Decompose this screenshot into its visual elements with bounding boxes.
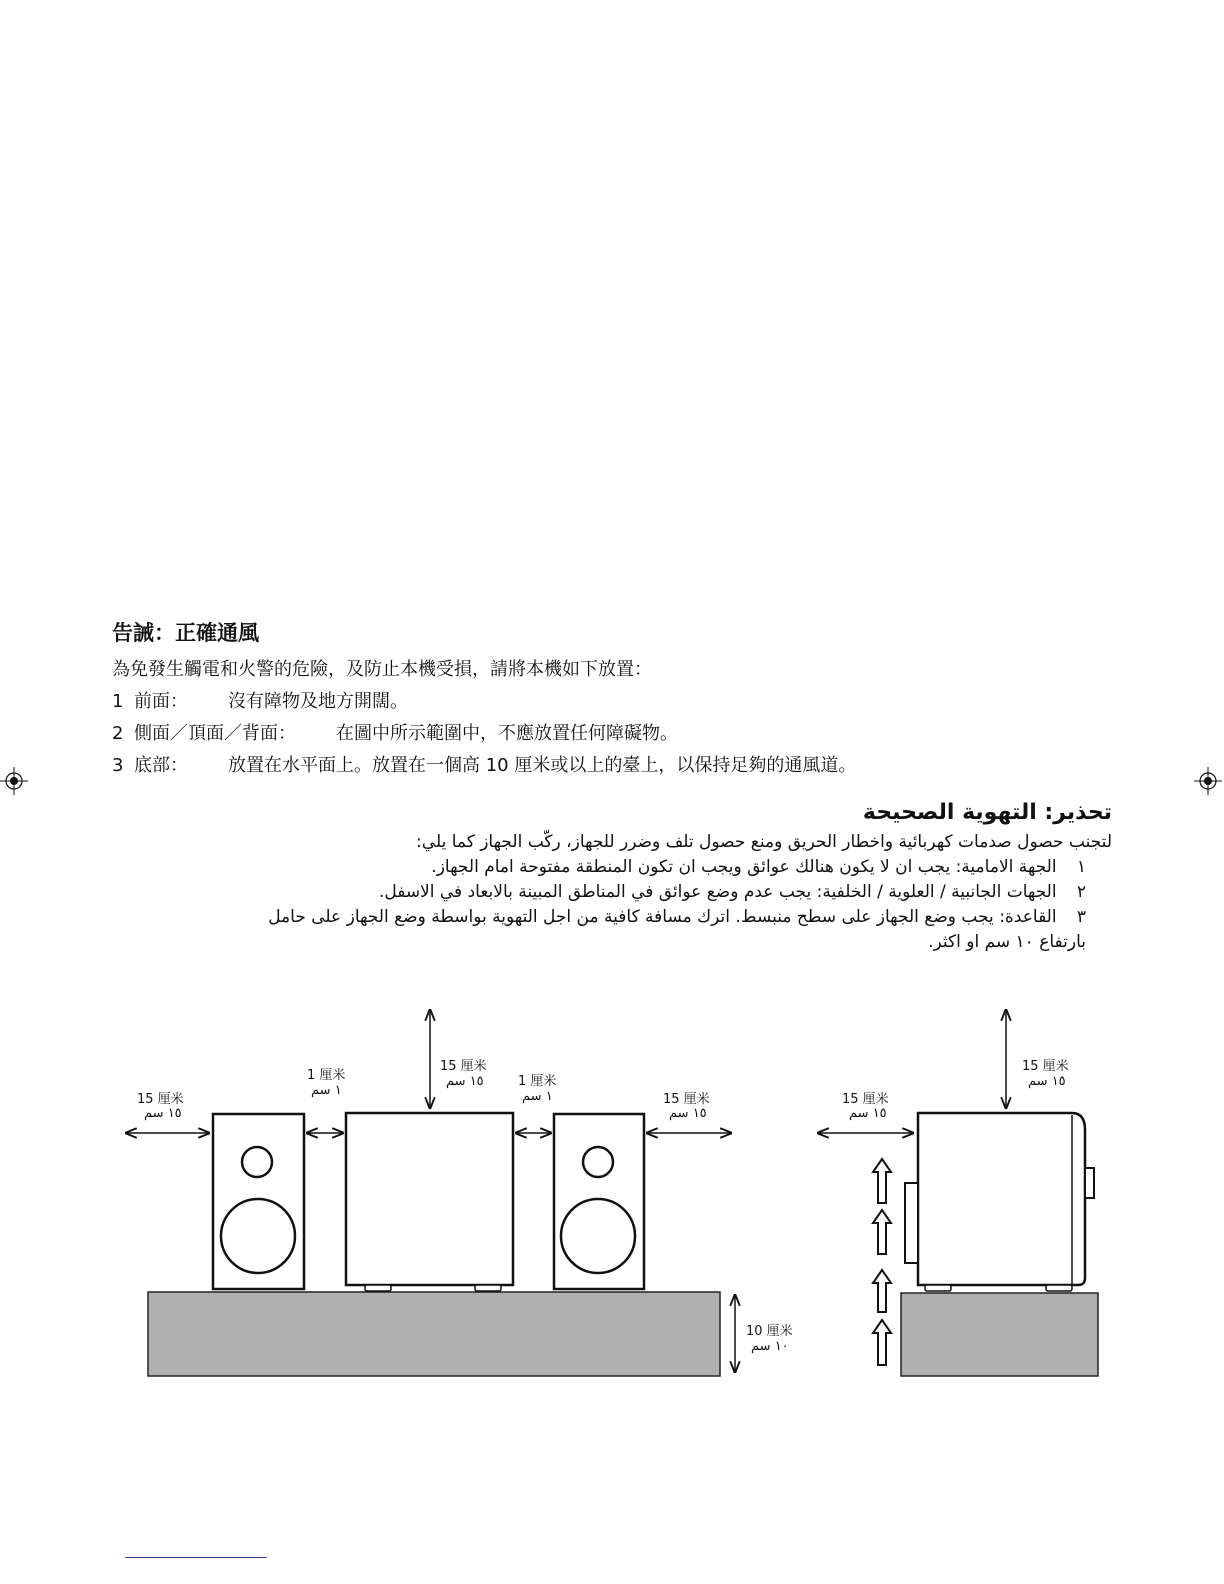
side-top-clearance-label-zh: 15 厘米: [1022, 1059, 1069, 1074]
chinese-title: 告誡：正確通風: [112, 621, 259, 645]
item-label: 側面／頂面／背面：: [134, 723, 296, 744]
right-clearance-label-zh: 15 厘米: [663, 1092, 710, 1107]
item-label: 底部：: [134, 755, 188, 776]
arabic-item-1: [108, 855, 1112, 880]
item-text: الجهة الامامية: يجب ان لا يكون هنالك عوائق ويجب ان تكون المنطقة مفتوحة امام الجهاز.: [431, 857, 1057, 877]
base-height-label-zh: 10 厘米: [746, 1324, 793, 1339]
arabic-item-3-continuation: بارتفاع ١٠ سم او اكثر.: [928, 932, 1086, 952]
chinese-intro: 為免發生觸電和火警的危險，及防止本機受損，請將本機如下放置：: [112, 659, 652, 680]
airflow-arrows: [873, 1159, 891, 1365]
right-clearance-label-ar: ١٥ سم: [669, 1106, 707, 1121]
item-text: 沒有障物及地方開闊。: [228, 691, 408, 712]
item-label: 前面：: [134, 691, 188, 712]
chinese-item-1: [112, 686, 1112, 718]
footer-rule: [125, 1557, 267, 1558]
side-view-platform: [901, 1293, 1098, 1376]
side-top-clearance-label-ar: ١٥ سم: [1028, 1074, 1066, 1089]
crosshair-icon: [1194, 767, 1222, 795]
chinese-item-3: [112, 750, 1112, 782]
crosshair-icon: [0, 767, 28, 795]
top-clearance-label-zh: 15 厘米: [440, 1059, 487, 1074]
registration-mark-left: [0, 767, 28, 795]
item-text: 放置在水平面上。放置在一個高 10 厘米或以上的臺上，以保持足夠的通風道。: [228, 755, 857, 776]
left-clearance-label-zh: 15 厘米: [137, 1092, 184, 1107]
item-number: ٢: [1076, 882, 1086, 902]
item-number: 1: [112, 691, 124, 712]
front-view-platform: [148, 1292, 720, 1376]
chinese-item-2: [112, 718, 1112, 750]
right-speaker: [554, 1114, 644, 1289]
side-rear-clearance-label-ar: ١٥ سم: [849, 1106, 887, 1121]
side-rear-clearance-label-zh: 15 厘米: [842, 1092, 889, 1107]
ventilation-diagram: [0, 990, 1224, 1390]
item-number: ١: [1076, 857, 1086, 877]
right-gap-label-zh: 1 厘米: [518, 1074, 557, 1089]
item-number: 3: [112, 755, 124, 776]
item-text: الجهات الجانبية / العلوية / الخلفية: يجب عدم وضع عوائق في المناطق المبينة بالابعاد في الاسفل.: [378, 882, 1057, 902]
base-height-label-ar: ١٠ سم: [751, 1339, 789, 1354]
item-text: القاعدة: يجب وضع الجهاز على سطح منبسط. اترك مسافة كافية من اجل التهوية بواسطة وضع الجهاز على حامل: [268, 907, 1057, 927]
top-clearance-label-ar: ١٥ سم: [446, 1074, 484, 1089]
airflow-arrow-icon: [873, 1159, 891, 1203]
arabic-item-3: [108, 905, 1112, 930]
airflow-arrow-icon: [873, 1210, 891, 1254]
left-gap-label-ar: ١ سم: [311, 1083, 342, 1098]
airflow-arrow-icon: [873, 1270, 891, 1312]
arabic-item-2: [108, 880, 1112, 905]
item-number: ٣: [1076, 907, 1086, 927]
arabic-section: [108, 798, 1112, 955]
left-gap-label-zh: 1 厘米: [307, 1068, 346, 1083]
side-view-unit: [905, 1113, 1094, 1291]
airflow-arrow-icon: [873, 1320, 891, 1365]
chinese-section: [112, 618, 1112, 782]
arabic-intro: لتجنب حصول صدمات كهربائية واخطار الحريق ومنع حصول تلف وضرر للجهاز، ركّب الجهاز كما يلي:: [416, 832, 1112, 852]
registration-mark-right: [1194, 767, 1222, 795]
right-gap-label-ar: ١ سم: [522, 1089, 553, 1104]
item-text: 在圖中所示範圍中，不應放置任何障礙物。: [336, 723, 678, 744]
left-speaker: [213, 1114, 304, 1289]
main-unit: [346, 1113, 513, 1291]
left-clearance-label-ar: ١٥ سم: [144, 1106, 182, 1121]
item-number: 2: [112, 723, 124, 744]
arabic-title: تحذير: التهوية الصحيحة: [862, 800, 1112, 825]
